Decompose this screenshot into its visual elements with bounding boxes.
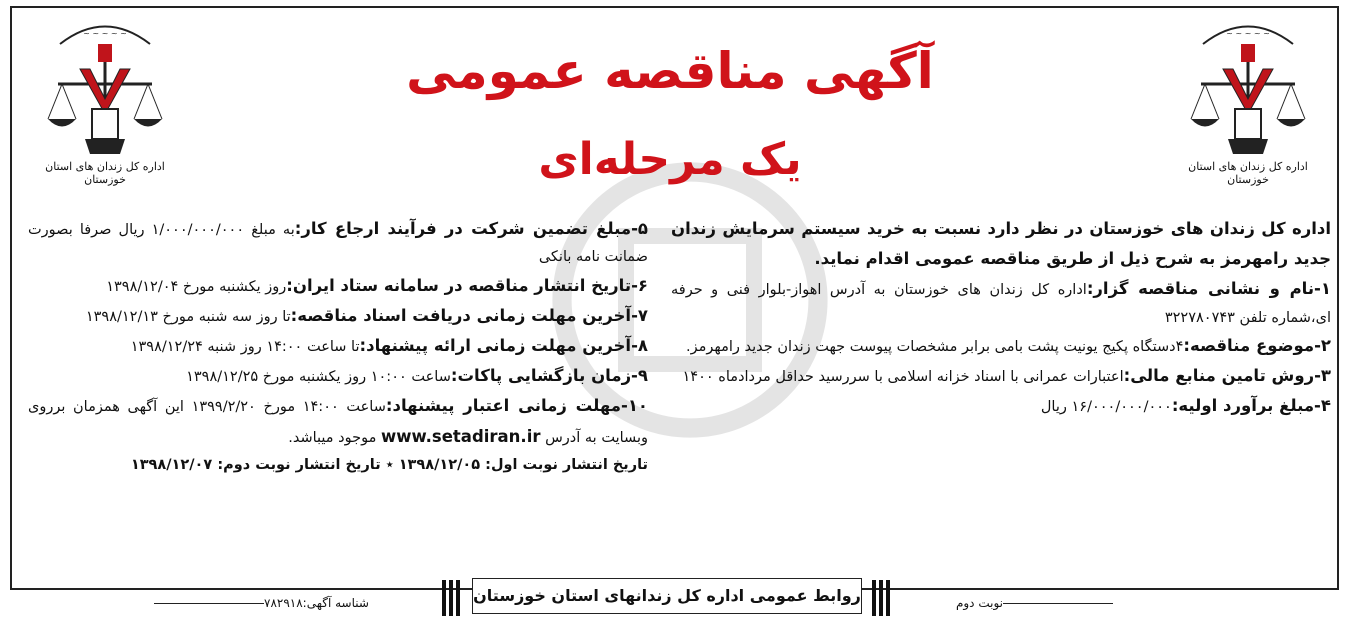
org-caption-right: اداره کل زندان های استان خوزستان — [1188, 160, 1308, 186]
item-text: اعتبارات عمرانی با اسناد خزانه اسلامی با سررسید حداقل مردادماه ۱۴۰۰ — [682, 369, 1124, 386]
item-text: روز یکشنبه مورخ ۱۳۹۸/۱۲/۰۴ — [106, 278, 287, 295]
svg-text:~ ~ ~ ~ ~: ~ ~ ~ ~ ~ — [83, 29, 127, 38]
item-label: ۴-مبلغ برآورد اولیه: — [1171, 396, 1331, 416]
item-text: اداره کل زندان های خوزستان به آدرس اهواز-بلوار فنی و حرفه ای،شماره تلفن ۳۲۲۷۸۰۷۴۳ — [671, 282, 1331, 326]
left-column — [28, 214, 648, 478]
intro-paragraph: اداره کل زندان های خوزستان در نظر دارد نسبت به خرید سیستم سرمایش زندان جدید رامهرمز به شرح ذیل از طریق مناقصه عمومی اقدام نماید. — [671, 219, 1331, 269]
item-7 — [28, 301, 648, 331]
item-label: ۷-آخرین مهلت زمانی دریافت اسناد مناقصه: — [290, 305, 648, 325]
website-url: www.setadiran.ir — [380, 426, 541, 446]
ad-id-label: شناسه آگهی:۷۸۲۹۱۸ — [150, 596, 369, 610]
item-text: ساعت ۱۰:۰۰ روز یکشنبه مورخ ۱۳۹۸/۱۲/۲۵ — [186, 369, 451, 386]
item-label: ۵-مبلغ تضمین شرکت در فرآیند ارجاع کار: — [294, 219, 648, 238]
item-3 — [671, 361, 1331, 391]
publish-dates: تاریخ انتشار نوبت اول: ۱۳۹۸/۱۲/۰۵ ٭ تاریخ انتشار نوبت دوم: ۱۳۹۸/۱۲/۰۷ — [130, 456, 648, 473]
ad-subtitle: یک مرحله‌ای — [538, 134, 802, 185]
item-label: ۳-روش تامین منابع مالی: — [1123, 366, 1331, 386]
item-4 — [671, 391, 1331, 421]
right-column — [671, 214, 1331, 422]
item-label: ۱۰-مهلت زمانی اعتبار پیشنهاد: — [385, 396, 648, 416]
item-label: ۹-زمان بازگشایی پاکات: — [450, 366, 648, 386]
decorative-bars — [872, 580, 894, 616]
decorative-bars — [442, 580, 464, 616]
item-text: موجود میباشد. — [288, 429, 377, 446]
item-label: ۸-آخرین مهلت زمانی ارائه پیشنهاد: — [359, 336, 648, 356]
item-9 — [28, 361, 648, 391]
public-relations-label: روابط عمومی اداره کل زندانهای استان خوزستان — [472, 578, 862, 614]
emblem-left — [30, 14, 180, 189]
ad-title: آگهی مناقصه عمومی — [406, 42, 934, 100]
item-text: ۱۶/۰۰۰/۰۰۰/۰۰۰ ریال — [1040, 399, 1172, 416]
item-8 — [28, 331, 648, 361]
item-text: تا ساعت ۱۴:۰۰ روز شنبه ۱۳۹۸/۱۲/۲۴ — [130, 339, 360, 356]
item-text: به مبلغ ۱/۰۰۰/۰۰۰/۰۰۰ ریال صرفا بصورت ضمانت نامه بانکی — [28, 222, 648, 266]
round-label: نوبت دوم — [956, 596, 1117, 610]
item-text: تا روز سه شنبه مورخ ۱۳۹۸/۱۲/۱۳ — [85, 308, 291, 325]
item-6 — [28, 271, 648, 301]
item-10 — [28, 391, 648, 451]
item-2 — [671, 331, 1331, 361]
item-label: ۲-موضوع مناقصه: — [1183, 336, 1331, 356]
justice-scales-emblem-icon — [40, 14, 170, 164]
footer — [0, 578, 1353, 618]
item-1 — [671, 274, 1331, 331]
item-text: ساعت ۱۴:۰۰ مورخ ۱۳۹۹/۲/۲۰ این آگهی همزمان برروی وبسایت به آدرس — [28, 399, 648, 446]
item-label: ۱-نام و نشانی مناقصه گزار: — [1086, 279, 1331, 299]
org-caption-left: اداره کل زندان های استان خوزستان — [45, 160, 165, 186]
item-text: ۴دستگاه پکیج یونیت پشت بامی برابر مشخصات پیوست جهت زندان جدید رامهرمز. — [686, 339, 1184, 356]
svg-text:~ ~ ~ ~ ~: ~ ~ ~ ~ ~ — [1226, 29, 1270, 38]
emblem-right — [1173, 14, 1323, 189]
item-label: ۶-تاریخ انتشار مناقصه در سامانه ستاد ایران: — [286, 275, 648, 295]
justice-scales-emblem-icon — [1183, 14, 1313, 164]
item-5 — [28, 214, 648, 271]
